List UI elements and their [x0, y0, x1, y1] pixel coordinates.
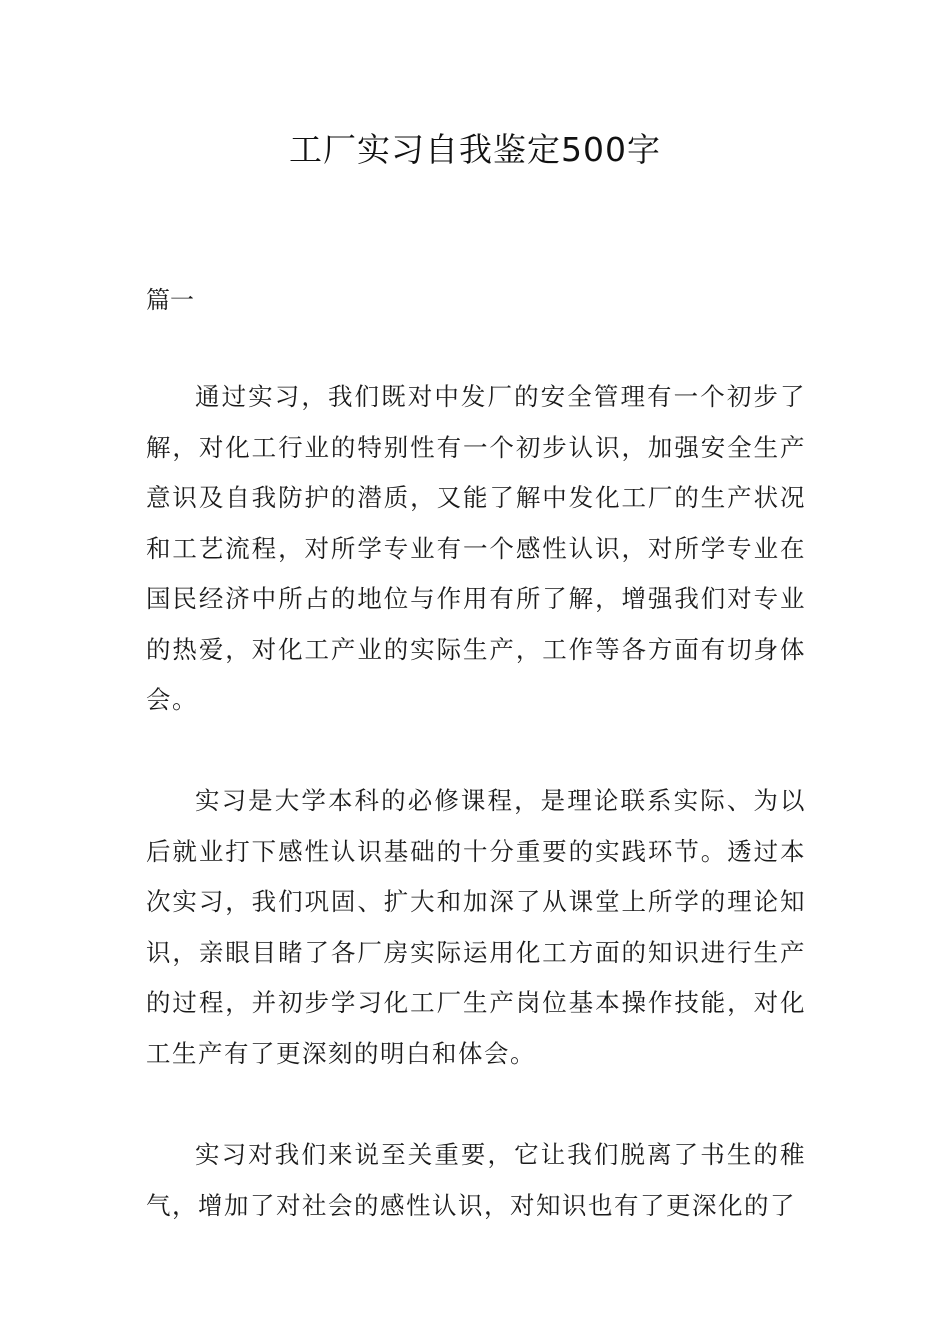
paragraph-1: 通过实习，我们既对中发厂的安全管理有一个初步了解，对化工行业的特别性有一个初步认识，加强安全生产意识及自我防护的潜质，又能了解中发化工厂的生产状况和工艺流程，对所学专业有一个感性认识，对所学专业在国民经济中所占的地位与作用有所了解，增强我们对专业的热爱，对化工产业的实际生产，工作等各方面有切身体会。 — [146, 382, 806, 714]
document-title: 工厂实习自我鉴定500字 — [289, 130, 661, 169]
section-label: 篇一 — [146, 286, 194, 314]
paragraph-3: 实习对我们来说至关重要，它让我们脱离了书生的稚气，增加了对社会的感性认识，对知识也有了更深化的了 — [146, 1140, 806, 1220]
paragraph-2: 实习是大学本科的必修课程，是理论联系实际、为以后就业打下感性认识基础的十分重要的实践环节。透过本次实习，我们巩固、扩大和加深了从课堂上所学的理论知识，亲眼目睹了各厂房实际运用化工方面的知识进行生产的过程，并初步学习化工厂生产岗位基本操作技能，对化工生产有了更深刻的明白和体会。 — [146, 786, 806, 1068]
